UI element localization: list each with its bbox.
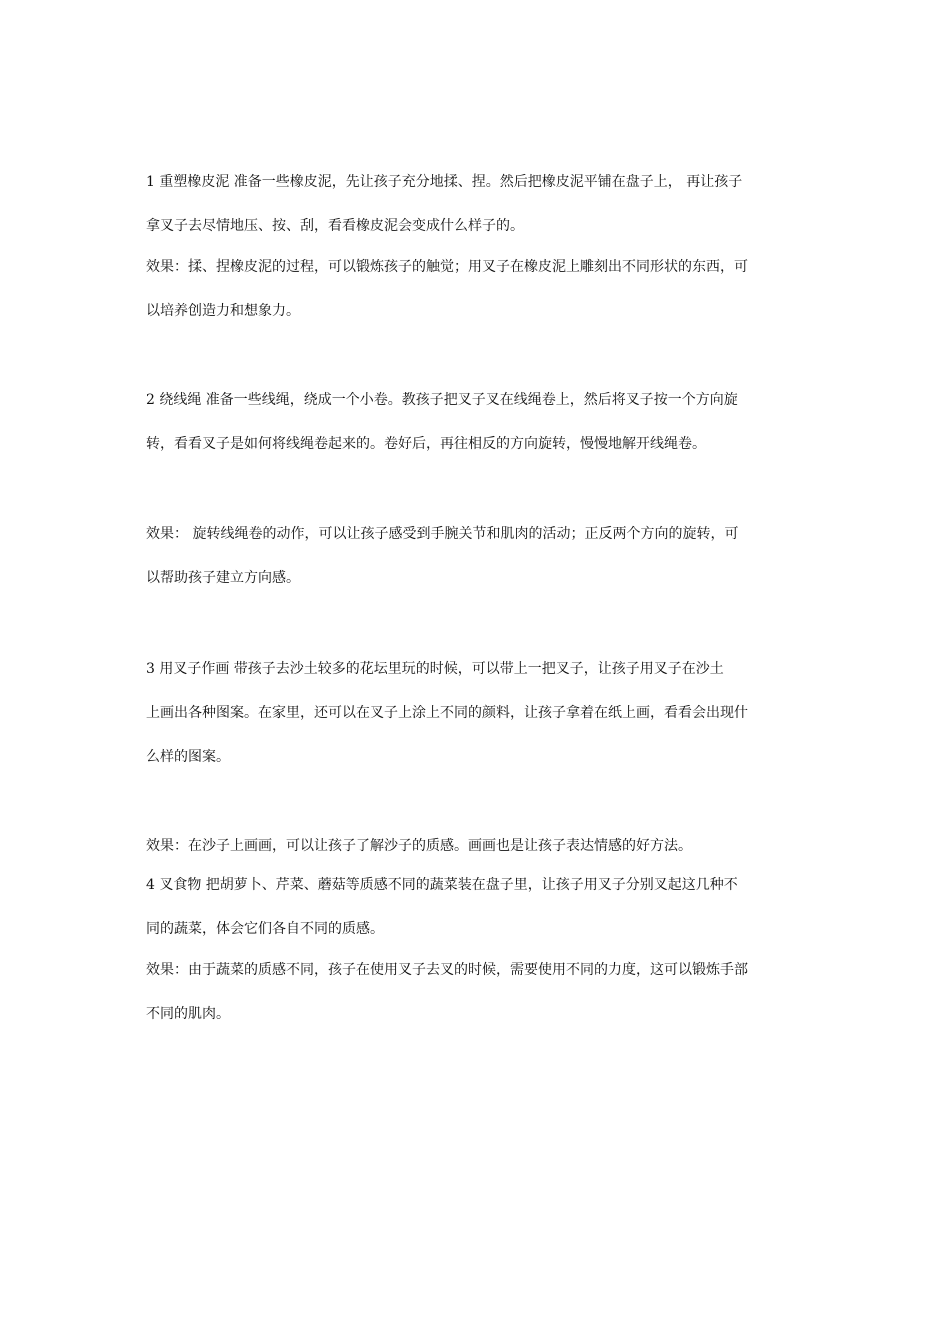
section-2-effect-line-2: 以帮助孩子建立方向感。 xyxy=(146,570,300,586)
section-1-effect-line-1: 效果：揉、捏橡皮泥的过程，可以锻炼孩子的触觉；用叉子在橡皮泥上雕刻出不同形状的东西，可 xyxy=(146,259,748,275)
section-3-text-line-3: 么样的图案。 xyxy=(146,749,230,765)
section-3-text-line-2: 上画出各种图案。在家里，还可以在叉子上涂上不同的颜料，让孩子拿着在纸上画，看看会出现什 xyxy=(146,705,748,721)
section-4-effect-line-2: 不同的肌肉。 xyxy=(146,1006,230,1022)
section-1-text-line-2: 拿叉子去尽情地压、按、刮，看看橡皮泥会变成什么样子的。 xyxy=(146,218,524,234)
section-3-text-line-1: 3 用叉子作画 带孩子去沙土较多的花坛里玩的时候，可以带上一把叉子，让孩子用叉子在沙土 xyxy=(146,661,724,677)
section-4-text-line-1: 4 叉食物 把胡萝卜、芹菜、蘑菇等质感不同的蔬菜装在盘子里，让孩子用叉子分别叉起这几种不 xyxy=(146,877,738,893)
section-4-effect-line-1: 效果：由于蔬菜的质感不同，孩子在使用叉子去叉的时候，需要使用不同的力度，这可以锻炼手部 xyxy=(146,962,748,978)
section-3-effect-line-1: 效果：在沙子上画画，可以让孩子了解沙子的质感。画画也是让孩子表达情感的好方法。 xyxy=(146,838,692,854)
section-2-effect-line-1: 效果： 旋转线绳卷的动作，可以让孩子感受到手腕关节和肌肉的活动；正反两个方向的旋转，可 xyxy=(146,526,739,542)
section-2-text-line-1: 2 绕线绳 准备一些线绳，绕成一个小卷。教孩子把叉子叉在线绳卷上，然后将叉子按一个方向旋 xyxy=(146,392,738,408)
section-1-effect-line-2: 以培养创造力和想象力。 xyxy=(146,303,300,319)
section-4-text-line-2: 同的蔬菜，体会它们各自不同的质感。 xyxy=(146,921,384,937)
section-2-text-line-2: 转，看看叉子是如何将线绳卷起来的。卷好后，再往相反的方向旋转，慢慢地解开线绳卷。 xyxy=(146,436,706,452)
section-1-text-line-1: 1 重塑橡皮泥 准备一些橡皮泥，先让孩子充分地揉、捏。然后把橡皮泥平铺在盘子上， 再让孩子 xyxy=(146,174,743,190)
